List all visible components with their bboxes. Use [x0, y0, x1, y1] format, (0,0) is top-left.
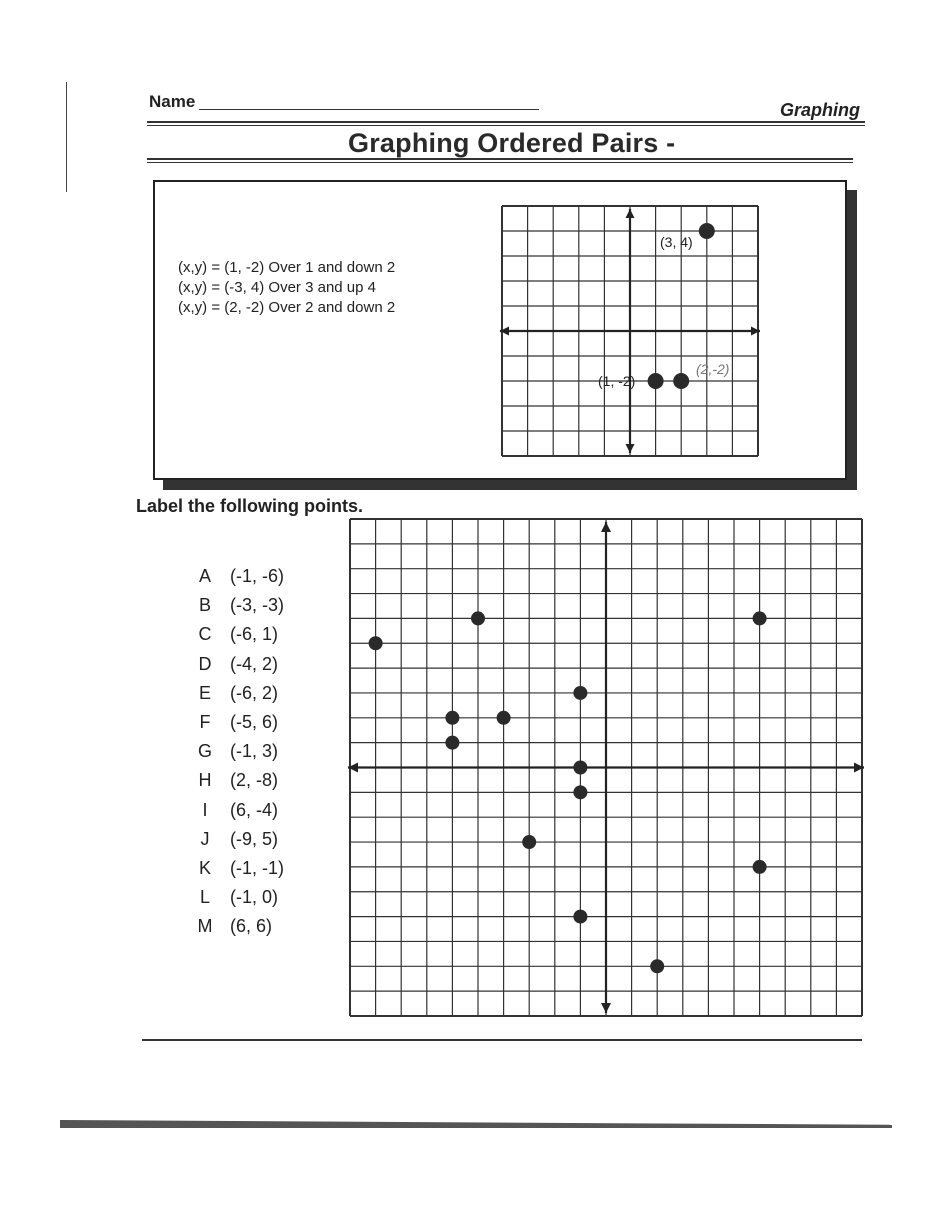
point-coordinate: (-4, 2): [230, 653, 279, 674]
point-row: [190, 829, 310, 850]
point-row: [190, 916, 310, 937]
example-line-2: (x,y) = (-3, 4) Over 3 and up 4: [178, 279, 376, 296]
point-row: [190, 770, 310, 791]
name-label: Name: [149, 92, 196, 111]
example-axes: [500, 209, 760, 453]
example-line-1: (x,y) = (1, -2) Over 1 and down 2: [178, 259, 396, 276]
plotted-point: [650, 959, 664, 973]
plotted-point: [673, 373, 689, 389]
point-row: [190, 683, 310, 704]
page-margin-line: [66, 82, 67, 192]
y-axis-arrow-down: [601, 1003, 611, 1013]
plotted-point: [699, 223, 715, 239]
exercise-axes: [348, 522, 864, 1013]
point-row: [190, 654, 310, 675]
point-letter: K: [198, 858, 211, 878]
y-axis-arrow-up: [626, 209, 635, 218]
plotted-point: [753, 611, 767, 625]
point-row: [190, 624, 310, 645]
category-label: Graphing: [780, 100, 860, 120]
exercise-instructions: Label the following points.: [136, 496, 363, 516]
point-letter: L: [199, 887, 210, 908]
header-rule-top: [147, 121, 865, 123]
plotted-point: [445, 736, 459, 750]
point-row: [190, 712, 310, 733]
point-letter: I: [202, 799, 208, 820]
point-letter: E: [198, 682, 211, 703]
point-letter: J: [200, 828, 210, 849]
example-label-p3: (2,-2): [696, 361, 730, 377]
plotted-point: [573, 785, 587, 799]
name-field-line[interactable]: [199, 109, 539, 110]
point-row: [190, 566, 310, 587]
point-letter: D: [198, 653, 212, 674]
point-letter: F: [199, 712, 211, 732]
example-graph: [490, 195, 780, 470]
exercise-graph: [340, 510, 870, 1025]
point-row: [190, 595, 310, 616]
plotted-point: [648, 373, 664, 389]
page-title: Graphing Ordered Pairs -: [348, 128, 676, 158]
plotted-point: [522, 835, 536, 849]
example-label-p2: (1, -2): [598, 373, 636, 389]
y-axis-arrow-up: [601, 522, 611, 532]
point-letter: B: [198, 595, 211, 616]
point-coordinate: (-3, -3): [230, 595, 284, 616]
point-row: [190, 858, 310, 879]
point-row: [190, 741, 310, 762]
plotted-point: [753, 860, 767, 874]
point-coordinate: (-6, 2): [230, 682, 279, 703]
point-letter: C: [198, 624, 212, 645]
point-coordinate: (6, -4): [230, 799, 279, 820]
plotted-point: [497, 711, 511, 725]
page-bottom-edge: [60, 1120, 892, 1128]
point-letter: M: [197, 916, 213, 937]
plotted-point: [573, 686, 587, 700]
plotted-point: [573, 910, 587, 924]
point-coordinate: (6, 6): [230, 916, 273, 937]
point-letter: A: [198, 566, 211, 586]
plotted-point: [573, 761, 587, 775]
example-label-p1: (3, 4): [660, 234, 693, 250]
example-line-3: (x,y) = (2, -2) Over 2 and down 2: [178, 299, 396, 316]
bottom-rule: [142, 1039, 862, 1041]
point-row: [190, 887, 310, 908]
header-rule-bottom: [147, 158, 853, 160]
header-rule-bottom-thin: [147, 162, 853, 163]
point-coordinate: (-1, 3): [230, 741, 279, 762]
plotted-point: [471, 611, 485, 625]
point-coordinate: (2, -8): [230, 770, 279, 791]
point-coordinate: (-1, -6): [230, 566, 284, 586]
point-coordinate: (-9, 5): [230, 828, 279, 849]
header-rule-top-thin: [147, 125, 865, 126]
point-coordinate: (-6, 1): [230, 624, 279, 645]
point-coordinate: (-1, 0): [230, 887, 279, 908]
point-coordinate: (-1, -1): [230, 858, 284, 878]
y-axis-arrow-down: [626, 444, 635, 453]
point-letter: G: [197, 741, 212, 762]
plotted-point: [369, 636, 383, 650]
point-letter: H: [198, 770, 212, 791]
point-coordinate: (-5, 6): [230, 712, 279, 732]
point-row: [190, 800, 310, 821]
plotted-point: [445, 711, 459, 725]
